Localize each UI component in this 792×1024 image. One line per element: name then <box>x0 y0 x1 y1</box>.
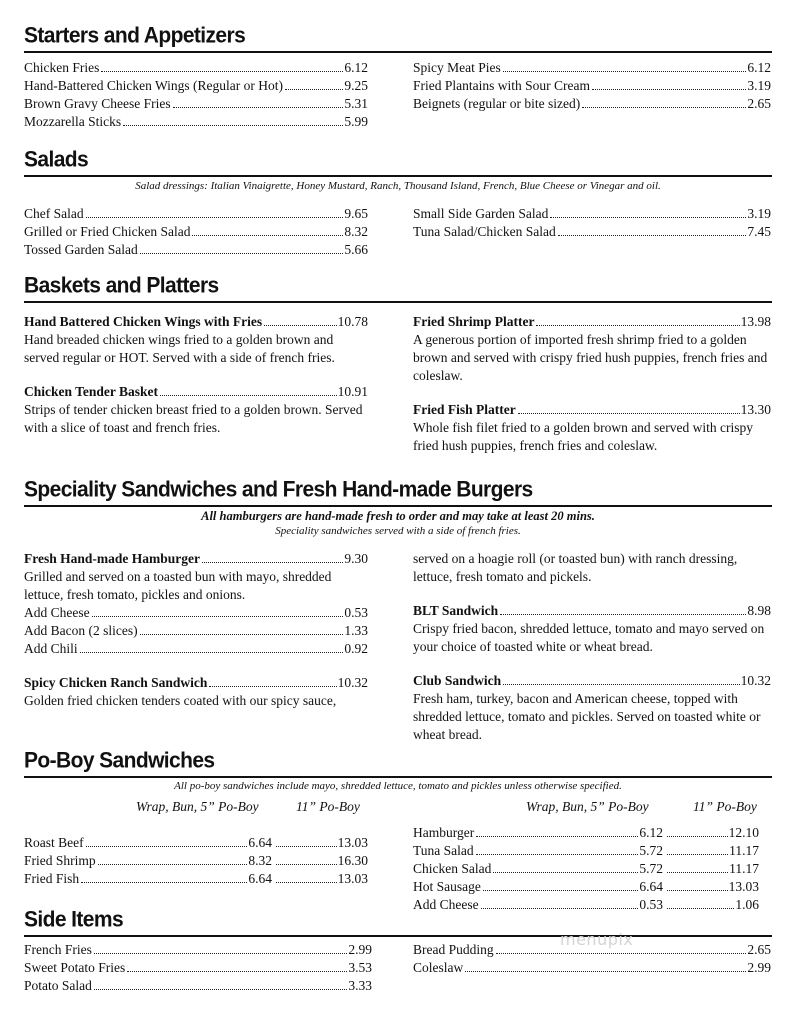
item-price-small: 6.12 <box>639 825 663 840</box>
item-price: 3.53 <box>348 960 372 975</box>
item-price: 8.32 <box>344 224 368 239</box>
item-description: Strips of tender chicken breast fried to a golden brown. Served with a slice of toast and french fries. <box>24 402 363 435</box>
item-price: 9.25 <box>344 78 368 93</box>
item-name: Chicken Tender Basket <box>24 384 159 399</box>
item-price: 10.32 <box>337 675 368 690</box>
item-name: Hot Sausage <box>413 879 481 894</box>
item-description-continued: served on a hoagie roll (or toasted bun) with ranch dressing, lettuce, fresh tomato and pickels. <box>413 551 738 584</box>
item-price-small: 6.64 <box>248 835 272 850</box>
item-price: 7.45 <box>747 224 771 239</box>
menu-item <box>413 205 771 223</box>
item-name: Chef Salad <box>24 206 84 221</box>
item-name: Grilled or Fried Chicken Salad <box>24 224 191 239</box>
item-name: BLT Sandwich <box>413 603 499 618</box>
item-name: Coleslaw <box>413 960 464 975</box>
item-name: Add Cheese <box>413 897 479 912</box>
menu-item <box>24 959 372 977</box>
item-name: Tossed Garden Salad <box>24 242 138 257</box>
item-price: 5.66 <box>344 242 368 257</box>
section-rule <box>24 505 772 507</box>
item-price: 0.92 <box>344 641 368 656</box>
menu-item <box>413 959 771 977</box>
column-header-small: Wrap, Bun, 5” Po-Boy <box>526 799 649 814</box>
item-description: Grilled and served on a toasted bun with mayo, shredded lettuce, fresh tomato, pickles and onions. <box>24 569 332 602</box>
item-description: A generous portion of imported fresh shrimp fried to a golden brown and served with crispy fried hush puppies, french fries and coleslaw. <box>413 332 768 383</box>
menu-item <box>24 241 368 259</box>
poboy-item <box>24 834 368 852</box>
item-price: 3.19 <box>747 206 771 221</box>
item-price: 5.99 <box>344 114 368 129</box>
poboy-column-headers <box>24 798 368 816</box>
item-price: 13.98 <box>740 314 771 329</box>
menu-item <box>24 113 368 131</box>
poboy-item <box>413 878 771 896</box>
item-price-small: 8.32 <box>248 853 272 868</box>
item-name: Add Chili <box>24 641 78 656</box>
item-price: 6.12 <box>344 60 368 75</box>
starters-right-list <box>413 59 771 113</box>
sandwiches-right-list <box>413 550 771 744</box>
item-price-large: 16.30 <box>337 853 368 868</box>
menu-item <box>24 95 368 113</box>
item-name: Hand Battered Chicken Wings with Fries <box>24 314 263 329</box>
poboy-left-list <box>24 798 368 888</box>
item-price: 2.99 <box>348 942 372 957</box>
menu-item <box>413 95 771 113</box>
item-description: Golden fried chicken tenders coated with our spicy sauce, <box>24 693 337 708</box>
item-name: Add Cheese <box>24 605 90 620</box>
sandwiches-left-list <box>24 550 368 710</box>
item-price: 2.99 <box>747 960 771 975</box>
section-title: Speciality Sandwiches and Fresh Hand-made Burgers <box>24 477 533 502</box>
section-rule <box>24 175 772 177</box>
section-note: All po-boy sandwiches include mayo, shredded lettuce, tomato and pickles unless otherwise specified. <box>174 780 622 792</box>
section-rule <box>24 301 772 303</box>
item-name: Tuna Salad/Chicken Salad <box>413 224 556 239</box>
item-price: 5.31 <box>344 96 368 111</box>
item-name: Chicken Fries <box>24 60 100 75</box>
item-price-small: 5.72 <box>639 861 663 876</box>
menu-item <box>24 941 372 959</box>
menu-item <box>24 313 368 331</box>
addon-item <box>24 640 368 658</box>
item-name: Mozzarella Sticks <box>24 114 122 129</box>
item-price: 2.65 <box>747 96 771 111</box>
item-price-large: 13.03 <box>728 879 759 894</box>
starters-section <box>24 24 772 133</box>
item-name: Fried Shrimp <box>24 853 96 868</box>
item-price: 8.98 <box>747 603 771 618</box>
sides-left-list <box>24 941 372 995</box>
baskets-left-list <box>24 313 368 437</box>
item-price-small: 6.64 <box>248 871 272 886</box>
menu-item <box>413 313 771 331</box>
section-rule <box>24 51 772 53</box>
item-price-large: 13.03 <box>337 871 368 886</box>
poboy-item <box>413 860 771 878</box>
item-price: 0.53 <box>344 605 368 620</box>
section-title: Baskets and Platters <box>24 273 219 298</box>
item-price-large: 11.17 <box>729 861 759 876</box>
sides-section <box>24 908 772 997</box>
watermark: menupix <box>560 930 634 949</box>
item-name: Spicy Meat Pies <box>413 60 501 75</box>
baskets-section <box>24 274 772 473</box>
item-name: Fried Shrimp Platter <box>413 314 535 329</box>
starters-left-list <box>24 59 368 131</box>
item-price: 3.33 <box>348 978 372 993</box>
section-title: Salads <box>24 147 89 172</box>
section-note: Speciality sandwiches served with a side of french fries. <box>275 525 521 537</box>
menu-item <box>24 77 368 95</box>
item-price-large: 12.10 <box>728 825 759 840</box>
menu-item <box>413 59 771 77</box>
item-price: 9.65 <box>344 206 368 221</box>
menu-item <box>413 401 771 419</box>
salads-left-list <box>24 205 368 259</box>
item-price: 10.32 <box>740 673 771 688</box>
poboy-item <box>24 870 368 888</box>
item-price-small: 6.64 <box>639 879 663 894</box>
poboy-section <box>24 749 772 918</box>
poboy-item <box>24 852 368 870</box>
section-title: Po-Boy Sandwiches <box>24 748 215 773</box>
item-price: 10.78 <box>337 314 368 329</box>
menu-item <box>24 550 368 568</box>
item-name: Beignets (regular or bite sized) <box>413 96 581 111</box>
addon-item <box>24 604 368 622</box>
menu-item <box>413 672 771 690</box>
menu-item <box>24 383 368 401</box>
item-price: 1.33 <box>344 623 368 638</box>
baskets-right-list <box>413 313 771 455</box>
item-price: 13.30 <box>740 402 771 417</box>
sandwiches-section <box>24 478 772 746</box>
salads-right-list <box>413 205 771 241</box>
item-name: Spicy Chicken Ranch Sandwich <box>24 675 208 690</box>
item-description: Whole fish filet fried to a golden brown and served with crispy fried hush puppies, french fries and coleslaw. <box>413 420 754 453</box>
menu-item <box>413 223 771 241</box>
item-name: Fried Fish Platter <box>413 402 516 417</box>
item-price: 2.65 <box>747 942 771 957</box>
item-price-small: 0.53 <box>639 897 663 912</box>
section-title: Starters and Appetizers <box>24 23 246 48</box>
column-header-large: 11” Po-Boy <box>693 799 757 814</box>
section-rule <box>24 935 772 937</box>
menu-item <box>413 602 771 620</box>
menu-item <box>24 205 368 223</box>
item-name: Club Sandwich <box>413 673 502 688</box>
menu-item <box>24 674 368 692</box>
item-description: Crispy fried bacon, shredded lettuce, tomato and mayo served on your choice of toasted white or wheat bread. <box>413 621 765 654</box>
section-note-bold: All hamburgers are hand-made fresh to order and may take at least 20 mins. <box>201 509 595 523</box>
poboy-right-list <box>413 798 771 914</box>
menu-item <box>24 223 368 241</box>
column-header-large: 11” Po-Boy <box>296 799 360 814</box>
item-name: Add Bacon (2 slices) <box>24 623 138 638</box>
item-name: Fresh Hand-made Hamburger <box>24 551 200 566</box>
item-name: Potato Salad <box>24 978 92 993</box>
menu-item <box>413 77 771 95</box>
item-description: Fresh ham, turkey, bacon and American cheese, topped with shredded lettuce, tomato and pickles. Served on toasted white or wheat bread. <box>413 691 761 742</box>
item-price-large: 13.03 <box>337 835 368 850</box>
addon-item <box>24 622 368 640</box>
section-note: Salad dressings: Italian Vinaigrette, Honey Mustard, Ranch, Thousand Island, French, Blue Cheese or Vinegar and oil. <box>135 180 661 192</box>
item-price: 6.12 <box>747 60 771 75</box>
item-name: Bread Pudding <box>413 942 494 957</box>
item-price-large: 11.17 <box>729 843 759 858</box>
item-name: Roast Beef <box>24 835 84 850</box>
item-description: Hand breaded chicken wings fried to a golden brown and served regular or HOT. Served with a side of french fries. <box>24 332 335 365</box>
item-name: Fried Plantains with Sour Cream <box>413 78 590 93</box>
item-price: 3.19 <box>747 78 771 93</box>
item-name: Small Side Garden Salad <box>413 206 549 221</box>
item-name: Hamburger <box>413 825 475 840</box>
item-price: 9.30 <box>344 551 368 566</box>
item-name: Sweet Potato Fries <box>24 960 126 975</box>
item-name: Chicken Salad <box>413 861 492 876</box>
section-title: Side Items <box>24 907 124 932</box>
salads-section <box>24 148 772 261</box>
item-price-small: 5.72 <box>639 843 663 858</box>
poboy-item <box>413 842 771 860</box>
menu-item <box>24 59 368 77</box>
item-price-large: 1.06 <box>735 897 759 912</box>
poboy-column-headers <box>413 798 771 816</box>
column-header-small: Wrap, Bun, 5” Po-Boy <box>136 799 259 814</box>
item-name: Tuna Salad <box>413 843 474 858</box>
item-name: Brown Gravy Cheese Fries <box>24 96 171 111</box>
item-name: Fried Fish <box>24 871 80 886</box>
menu-item <box>24 977 372 995</box>
poboy-item <box>413 824 771 842</box>
item-name: French Fries <box>24 942 92 957</box>
item-price: 10.91 <box>337 384 368 399</box>
section-rule <box>24 776 772 778</box>
item-name: Hand-Battered Chicken Wings (Regular or Hot) <box>24 78 284 93</box>
